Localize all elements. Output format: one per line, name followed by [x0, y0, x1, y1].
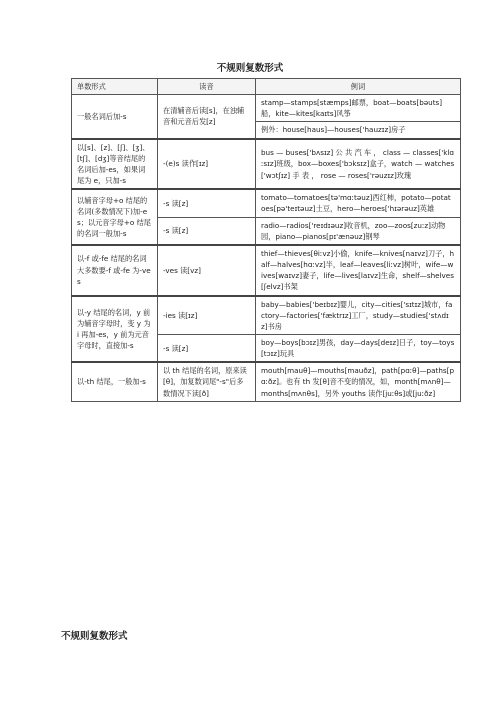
table-row	[72, 189, 461, 217]
cell-form: 以[s]、[z]、[ʃ]、[ʒ]、[tʃ]、[dʒ]等音结尾的名词后加-es，如果词尾为 e，只加-s	[72, 139, 158, 190]
cell-example: mouth[mauθ]—mouths[mauðz]，path[pɑːθ]—paths[pɑːðz]。也有 th 发[θ]音不变的情况，如，month[mʌnθ]—months[mʌnθs]，另外 youths 读作[juːθs]或[juːðz]	[256, 362, 461, 401]
header-pronunciation: 读音	[158, 79, 256, 95]
header-row	[72, 79, 461, 95]
cell-pronunciation: -s 读[z]	[158, 189, 256, 217]
cell-form: 一般名词后加-s	[72, 95, 158, 139]
cell-example: radio—radios['reɪdɪəuz]收音机，zoo—zoos[zuːz]动物园，piano—pianos[pɪ'ænəuz]钢琴	[256, 217, 461, 245]
cell-form: 以辅音字母+o 结尾的名词(多数情况下)加-es；以元音字母+o 结尾的名词一般加-s	[72, 189, 158, 245]
page-title: 不规则复数形式	[216, 63, 284, 74]
cell-example: stamp—stamps[stæmps]邮票，boat—boats[bəuts]船，kite—kites[kaɪts]风筝	[256, 95, 461, 122]
cell-pronunciation: -(e)s 读作[ɪz]	[158, 139, 256, 190]
cell-example: tomato—tomatoes[tə'mɑːtəuz]西红柿，potato—potatoes[pə'teɪtəuz]土豆，hero—heroes['hɪərəuz]英雄	[256, 189, 461, 217]
cell-example: bus — buses['bʌsɪz] 公 共 汽 车 ， class — classes['klɑːsɪz]班级，box—boxes['bɔksɪz]盒子，watch — watches['wɔtʃɪz] 手 表 ， rose — roses['rəuzɪz]玫瑰	[256, 139, 461, 190]
cell-pronunciation: 以 th 结尾的名词，原来读[θ]，加复数词尾"-s"后多数情况下读[ð]	[158, 362, 256, 401]
header-form: 单数形式	[72, 79, 158, 95]
cell-form: 以-f 或-fe 结尾的名词大多数要-f 或-fe 为-ves	[72, 245, 158, 296]
table-row	[72, 296, 461, 335]
cell-pronunciation: -ies 读[ɪz]	[158, 296, 256, 335]
cell-pronunciation: 在清辅音后读[s]，在浊辅音和元音后发[z]	[158, 95, 256, 139]
table-row	[72, 362, 461, 401]
cell-example: 例外：house[haus]—houses['hauzɪz]房子	[256, 122, 461, 139]
table-body	[72, 79, 461, 402]
header-examples: 例词	[256, 79, 461, 95]
cell-example: baby—babies['beɪbɪz]婴儿，city—cities['sɪtɪz]城市，factory—factories['fæktrɪz]工厂，study—studies['stʌdɪz]书房	[256, 296, 461, 335]
cell-pronunciation: -s 读[z]	[158, 217, 256, 245]
cell-form: 以-y 结尾的名词，y 前为辅音字母时，变 y 为 i 再加-es，y 前为元音字母时，直接加-s	[72, 296, 158, 363]
footer-heading: 不规则复数形式	[61, 631, 128, 642]
cell-pronunciation: -ves 读[vz]	[158, 245, 256, 296]
cell-form: 以-th 结尾，一般加-s	[72, 362, 158, 401]
table-row	[72, 245, 461, 296]
plural-rules-table	[71, 78, 461, 402]
cell-example: boy—boys[bɔɪz]男孩，day—days[deɪz]日子，toy—toys[tɔɪz]玩具	[256, 334, 461, 362]
cell-pronunciation: -s 读[z]	[158, 334, 256, 362]
table-row	[72, 95, 461, 122]
cell-example: thief—thieves[θiːvz]小偷，knife—knives[naɪvz]刀子，half—halves[hɑːvz]半，leaf—leaves[liːvz]树叶，wife—wives[waɪvz]妻子，life—lives[laɪvz]生命，shelf—shelves[ʃelvz]书架	[256, 245, 461, 296]
table-row	[72, 139, 461, 190]
